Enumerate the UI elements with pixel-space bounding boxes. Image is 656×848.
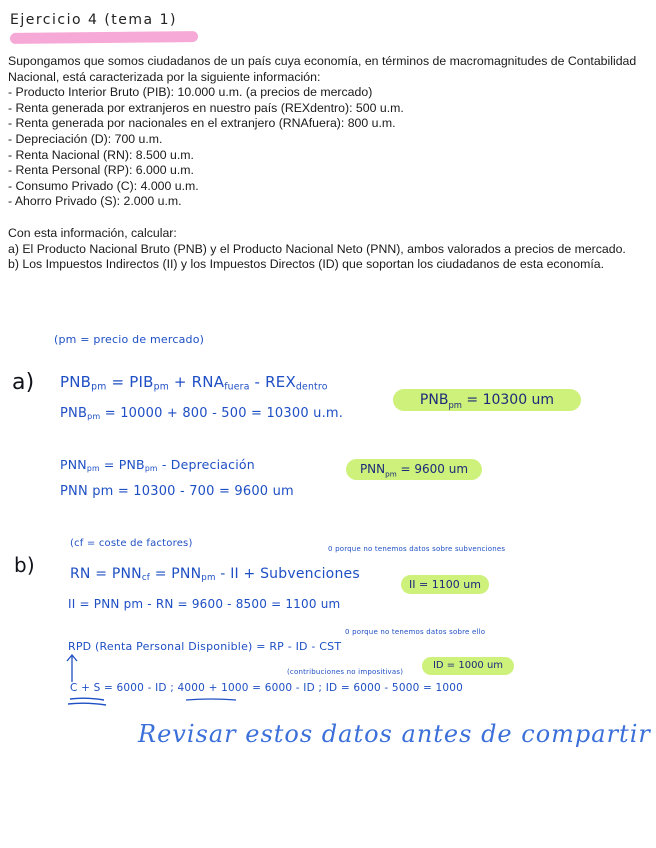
note-subsidies: 0 porque no tenemos datos sobre subvenciones (328, 545, 506, 553)
page-title: Ejercicio 4 (tema 1) (10, 12, 177, 28)
problem-item: - Depreciación (D): 700 u.m. (8, 131, 163, 146)
title-block (10, 12, 177, 28)
equation-b3: RPD (Renta Personal Disponible) = RP - ID - CST (68, 640, 342, 653)
equation-b1: RN = $PNN_{cf} = PNN_{pm}$ - II + Subvenciones (70, 566, 360, 584)
problem-item: - Ahorro Privado (S): 2.000 u.m. (8, 194, 182, 209)
result-pnn: $PNN_{pm} = 9600$ um (346, 459, 482, 480)
problem-item: - Renta Personal (RP): 6.000 u.m. (8, 163, 194, 178)
problem-item: - Renta generada por nacionales en el extranjero (RNAfuera): 800 u.m. (8, 116, 396, 131)
equation-a1: $PNB_{pm} = PIB_{pm} + RNA_{fuera} - REX_{dentro}$ (60, 373, 328, 393)
equation-a3: $PNN_{pm} = PNB_{pm}$ - Depreciación (60, 457, 255, 473)
result-ii: II = 1100 um (401, 575, 489, 594)
label-b: b) (14, 553, 35, 577)
arrow-up-icon (60, 652, 84, 684)
question-b: b) Los Impuestos Indirectos (II) y los Impuestos Directos (ID) que soportan los ciudadanos de esta economía. (8, 257, 605, 272)
equation-b2: II = PNN pm - RN = 9600 - 8500 = 1100 um (68, 597, 341, 611)
problem-item: - Renta generada por extranjeros en nuestro país (REXdentro): 500 u.m. (8, 100, 404, 115)
title-highlight (10, 31, 198, 44)
result-pnb: $PNB_{pm} = 10300$ um (393, 389, 581, 411)
label-a: a) (12, 370, 35, 395)
note-contributions: (contribuciones no impositivas) (287, 668, 404, 676)
problem-item: - Consumo Privado (C): 4.000 u.m. (8, 178, 199, 193)
result-id: ID = 1000 um (422, 657, 514, 675)
review-note: Revisar estos datos antes de compartir (138, 720, 651, 748)
equation-b4: C + S = 6000 - ID ; 4000 + 1000 = 6000 - ID ; ID = 6000 - 5000 = 1000 (70, 682, 464, 694)
equation-a2: $PNB_{pm} = 10000 + 800 - 500 = 10300$ u.m. (60, 406, 344, 421)
cf-definition: (cf = coste de factores) (70, 538, 193, 549)
note-cst: 0 porque no tenemos datos sobre ello (345, 628, 486, 636)
problem-statement (8, 54, 644, 273)
question-intro: Con esta información, calcular: (8, 225, 177, 240)
problem-item: - Producto Interior Bruto (PIB): 10.000 u.m. (a precios de mercado) (8, 85, 373, 100)
problem-item: - Renta Nacional (RN): 8.500 u.m. (8, 147, 194, 162)
pm-definition: (pm = precio de mercado) (54, 333, 205, 346)
question-a: a) El Producto Nacional Bruto (PNB) y el Producto Nacional Neto (PNN), ambos valorados a precios de mercado. (8, 241, 626, 256)
equation-a4: PNN pm = 10300 - 700 = 9600 um (60, 484, 294, 499)
problem-intro: Supongamos que somos ciudadanos de un país cuya economía, en términos de macromagnitudes de Contabilidad Nacional, está caracterizada por la siguiente información: (8, 54, 637, 84)
underline-marks (66, 694, 256, 708)
